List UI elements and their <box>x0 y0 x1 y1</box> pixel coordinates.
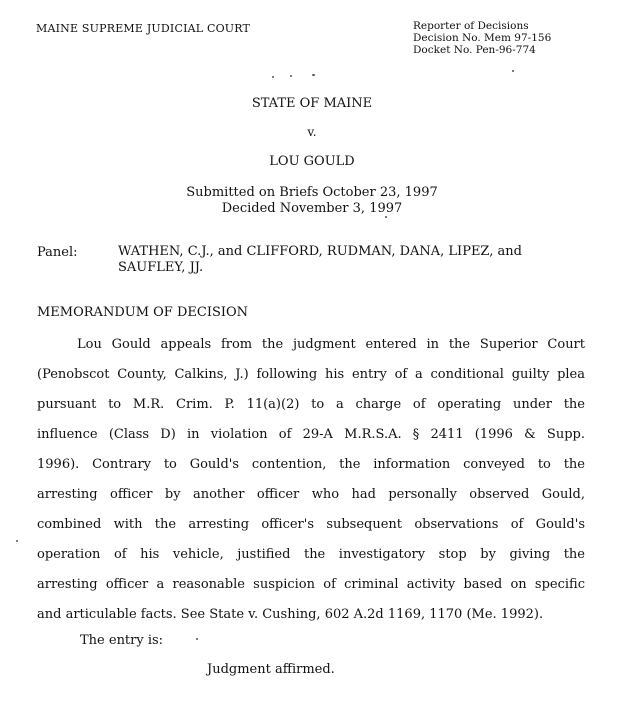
body-line: (Penobscot County, Calkins, J.) following his entry of a conditional guilty plea <box>37 367 585 382</box>
court-name: MAINE SUPREME JUDICIAL COURT <box>36 22 251 35</box>
reporter-title: Reporter of Decisions <box>413 20 529 32</box>
judgment-result: Judgment affirmed. <box>207 662 335 677</box>
submitted-date: Submitted on Briefs October 23, 1997 <box>186 185 438 200</box>
scan-speck <box>196 638 198 640</box>
body-line: Lou Gould appeals from the judgment entered in the Superior Court <box>77 337 585 352</box>
body-line: pursuant to M.R. Crim. P. 11(a)(2) to a charge of operating under the <box>37 397 585 412</box>
scan-speck <box>272 76 274 78</box>
defendant: LOU GOULD <box>269 154 355 169</box>
scan-speck <box>385 216 387 218</box>
reporter-block <box>413 20 551 56</box>
scan-speck <box>312 74 315 76</box>
body-line: combined with the arresting officer's subsequent observations of Gould's <box>37 517 585 532</box>
plaintiff: STATE OF MAINE <box>251 96 373 111</box>
memorandum-body <box>37 330 585 630</box>
scan-speck <box>290 75 292 77</box>
body-line: arresting officer a reasonable suspicion of criminal activity based on specific <box>37 577 585 592</box>
body-line: arresting officer by another officer who had personally observed Gould, <box>37 487 585 502</box>
versus: v. <box>307 125 317 139</box>
body-line: operation of his vehicle, justified the investigatory stop by giving the <box>37 547 585 562</box>
panel-judges: WATHEN, C.J., and CLIFFORD, RUDMAN, DANA, LIPEZ, and SAUFLEY, JJ. <box>118 244 522 275</box>
docket-number: Docket No. Pen-96-774 <box>413 44 536 56</box>
memorandum-heading: MEMORANDUM OF DECISION <box>37 305 249 320</box>
decision-number: Decision No. Mem 97-156 <box>413 32 552 44</box>
body-line: 1996). Contrary to Gould's contention, the information conveyed to the <box>37 457 585 472</box>
scan-speck <box>16 540 18 542</box>
decided-date: Decided November 3, 1997 <box>221 201 403 216</box>
body-line: and articulable facts. See State v. Cushing, 602 A.2d 1169, 1170 (Me. 1992). <box>37 607 544 622</box>
panel-label: Panel: <box>37 245 78 260</box>
scan-speck <box>512 70 514 72</box>
body-line: influence (Class D) in violation of 29-A M.R.S.A. § 2411 (1996 & Supp. <box>37 427 585 442</box>
entry-label: The entry is: <box>80 633 164 648</box>
